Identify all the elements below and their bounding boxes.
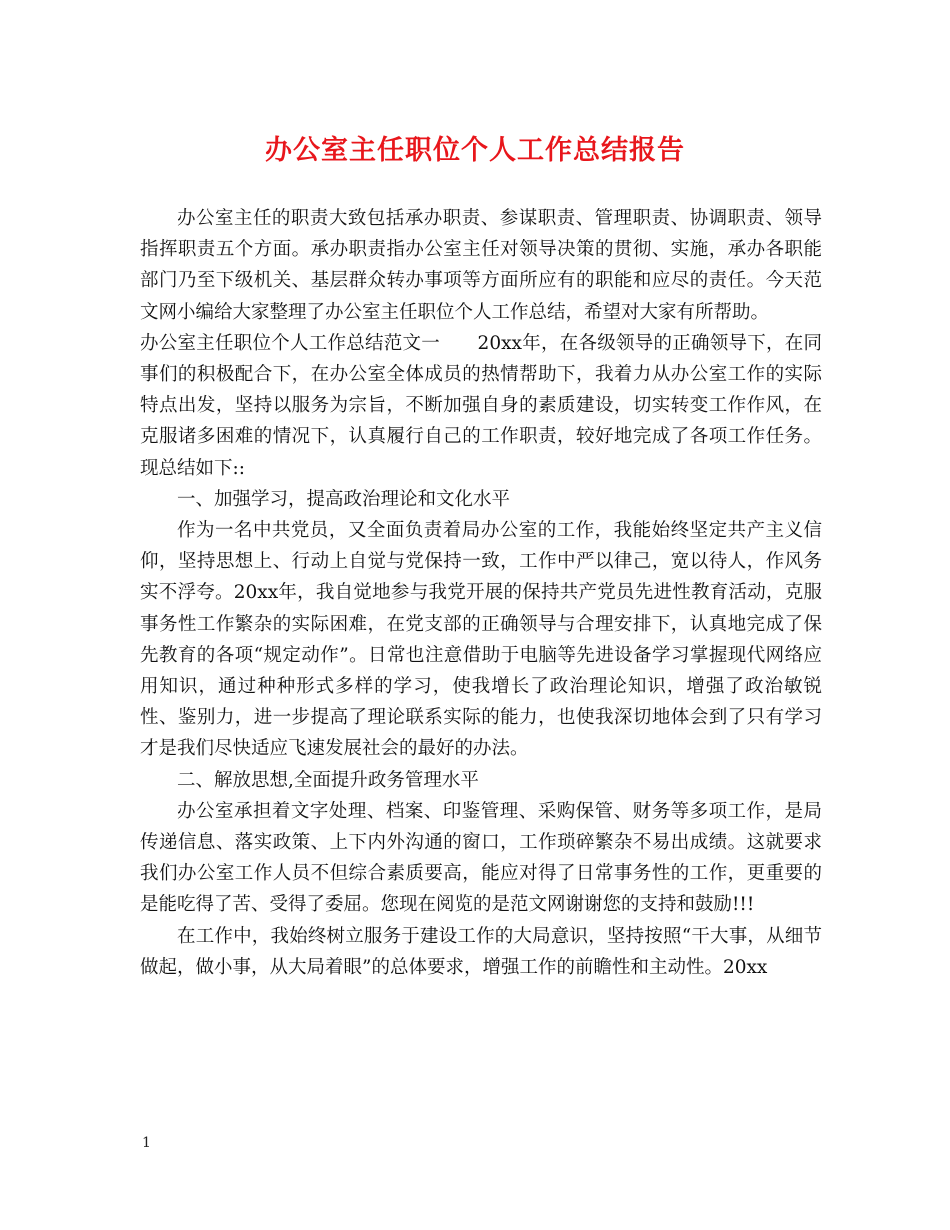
document-body bbox=[140, 203, 822, 983]
work-attitude-paragraph: 在工作中，我始终树立服务于建设工作的大局意识，坚持按照“干大事，从细节做起，做小事，从大局着眼”的总体要求，增强工作的前瞻性和主动性。20xx bbox=[140, 925, 822, 978]
sample-one-paragraph: 办公室主任职位个人工作总结范文一 20xx年，在各级领导的正确领导下，在同事们的积极配合下，在办公室全体成员的热情帮助下，我着力从办公室工作的实际特点出发，坚持以服务为宗旨，不断加强自身的素质建设，切实转变工作作风，在克服诸多困难的情况下，认真履行自己的工作职责，较好地完成了各项工作任务。现总结如下:: bbox=[140, 332, 822, 479]
office-duties-paragraph: 办公室承担着文字处理、档案、印鉴管理、采购保管、财务等多项工作，是局传递信息、落实政策、上下内外沟通的窗口，工作琐碎繁杂不易出成绩。这就要求我们办公室工作人员不但综合素质要高，能应对得了日常事务性的工作，更重要的是能吃得了苦、受得了委屈。您现在阅览的是范文网谢谢您的支持和鼓励!!! bbox=[140, 800, 822, 916]
intro-paragraph: 办公室主任的职责大致包括承办职责、参谋职责、管理职责、协调职责、领导指挥职责五个方面。承办职责指办公室主任对领导决策的贯彻、实施，承办各职能部门乃至下级机关、基层群众转办事项等方面所应有的职能和应尽的责任。今天范文网小编给大家整理了办公室主任职位个人工作总结，希望对大家有所帮助。 bbox=[140, 208, 822, 323]
document-title: 办公室主任职位个人工作总结报告 bbox=[265, 135, 685, 166]
section-heading-management: 二、解放思想,全面提升政务管理水平 bbox=[177, 769, 479, 791]
study-paragraph: 作为一名中共党员，又全面负责着局办公室的工作，我能始终坚定共产主义信仰，坚持思想上、行动上自觉与党保持一致，工作中严以律己，宽以待人，作风务实不浮夸。20xx年，我自觉地参与我党开展的保持共产党员先进性教育活动，克服事务性工作繁杂的实际困难，在党支部的正确领导与合理安排下，认真地完成了保先教育的各项“规定动作”。日常也注意借助于电脑等先进设备学习掌握现代网络应用知识，通过种种形式多样的学习，使我增长了政治理论知识，增强了政治敏锐性、鉴别力，进一步提高了理论联系实际的能力，也使我深切地体会到了只有学习才是我们尽快适应飞速发展社会的最好的办法。 bbox=[140, 520, 822, 760]
section-heading-study: 一、加强学习，提高政治理论和文化水平 bbox=[177, 488, 511, 510]
page-number: 1 bbox=[142, 1135, 151, 1151]
